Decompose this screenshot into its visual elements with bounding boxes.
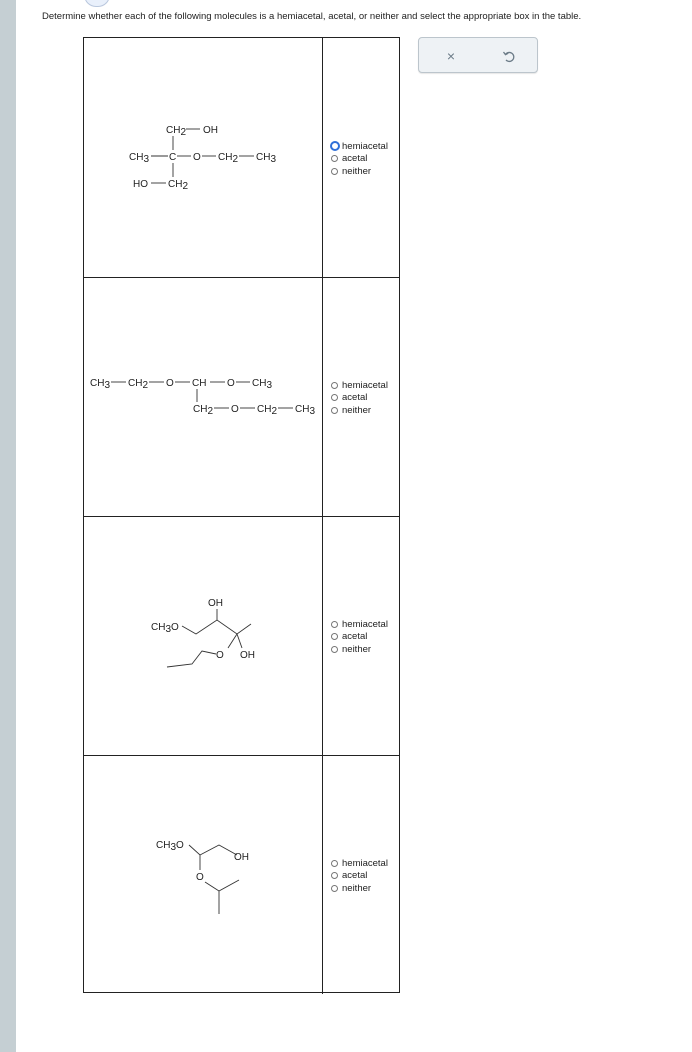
atom-label: O — [193, 152, 201, 163]
option-label: neither — [342, 643, 372, 655]
atom-label: O — [231, 404, 239, 415]
choice-cell — [323, 517, 401, 755]
atom-label: OH — [208, 598, 223, 609]
atom-label: CH2 — [218, 152, 239, 165]
atom-label: OH — [234, 852, 249, 863]
radio-button[interactable] — [331, 155, 338, 162]
option-label: acetal — [342, 153, 368, 165]
option-hemiacetal[interactable] — [331, 379, 401, 392]
radio-button[interactable] — [331, 394, 338, 401]
atom-label: OH — [240, 650, 255, 661]
option-neither[interactable] — [331, 404, 401, 417]
radio-button[interactable] — [331, 885, 338, 892]
option-label: neither — [342, 882, 372, 894]
option-hemiacetal[interactable] — [331, 857, 401, 870]
radio-button[interactable] — [331, 860, 338, 867]
radio-button[interactable] — [331, 382, 338, 389]
atom-label: O — [216, 650, 224, 661]
atom-label: CH2 — [128, 378, 149, 391]
answer-table — [83, 37, 400, 993]
radio-button[interactable] — [331, 872, 338, 879]
atom-label: HO — [133, 179, 148, 190]
atom-label: OH — [203, 125, 218, 136]
atom-label: CH2 — [168, 179, 189, 192]
radio-group — [331, 618, 401, 656]
atom-label: CH3 — [90, 378, 111, 391]
molecule-cell — [84, 756, 323, 994]
radio-button[interactable] — [331, 168, 338, 175]
option-acetal[interactable] — [331, 631, 401, 644]
option-label: neither — [342, 165, 372, 177]
atom-label: CH — [192, 378, 207, 389]
option-label: hemiacetal — [342, 379, 388, 391]
atom-label: CH2 — [257, 404, 278, 417]
option-hemiacetal[interactable] — [331, 140, 401, 153]
molecule-structure-1 — [84, 38, 323, 277]
option-neither[interactable] — [331, 882, 401, 895]
left-sidebar-strip — [0, 0, 16, 1052]
atom-label: CH3 — [252, 378, 273, 391]
table-row — [84, 516, 399, 755]
option-acetal[interactable] — [331, 870, 401, 883]
molecule-cell — [84, 38, 323, 277]
radio-button[interactable] — [331, 621, 338, 628]
molecule-structure-4 — [84, 756, 323, 995]
atom-label: CH3 — [129, 152, 150, 165]
atom-label: O — [227, 378, 235, 389]
atom-label: CH3O — [151, 622, 179, 635]
molecule-structure-3 — [84, 517, 323, 756]
collapse-toggle[interactable] — [84, 0, 110, 7]
radio-button[interactable] — [331, 646, 338, 653]
radio-button[interactable] — [331, 407, 338, 414]
option-label: neither — [342, 404, 372, 416]
undo-icon[interactable] — [499, 46, 519, 66]
option-neither[interactable] — [331, 165, 401, 178]
choice-cell — [323, 278, 401, 516]
radio-button[interactable] — [331, 633, 338, 640]
radio-group — [331, 379, 401, 417]
atom-label: CH2 — [166, 125, 187, 138]
answer-toolbar — [418, 37, 538, 73]
option-neither[interactable] — [331, 643, 401, 656]
atom-label: CH3 — [256, 152, 277, 165]
choice-cell — [323, 38, 401, 277]
radio-group — [331, 140, 401, 178]
option-acetal[interactable] — [331, 392, 401, 405]
chevron-down-icon — [92, 0, 101, 1]
option-label: acetal — [342, 392, 368, 404]
close-icon[interactable]: × — [446, 48, 456, 64]
option-hemiacetal[interactable] — [331, 618, 401, 631]
option-label: hemiacetal — [342, 857, 388, 869]
atom-label: CH3O — [156, 840, 184, 853]
option-label: acetal — [342, 631, 368, 643]
option-acetal[interactable] — [331, 153, 401, 166]
table-row — [84, 755, 399, 994]
molecule-cell — [84, 517, 323, 755]
atom-label: CH3 — [295, 404, 316, 417]
option-label: hemiacetal — [342, 140, 388, 152]
question-prompt: Determine whether each of the following molecules is a hemiacetal, acetal, or neither and select the appropriate box in the table. — [42, 11, 582, 22]
atom-label: C — [169, 152, 177, 163]
option-label: hemiacetal — [342, 618, 388, 630]
radio-group — [331, 857, 401, 895]
atom-label: O — [196, 872, 204, 883]
choice-cell — [323, 756, 401, 994]
molecule-structure-2 — [84, 278, 323, 517]
table-row — [84, 38, 399, 277]
radio-button[interactable] — [330, 141, 340, 151]
molecule-cell — [84, 278, 323, 516]
table-row — [84, 277, 399, 516]
atom-label: O — [166, 378, 174, 389]
option-label: acetal — [342, 870, 368, 882]
atom-label: CH2 — [193, 404, 214, 417]
